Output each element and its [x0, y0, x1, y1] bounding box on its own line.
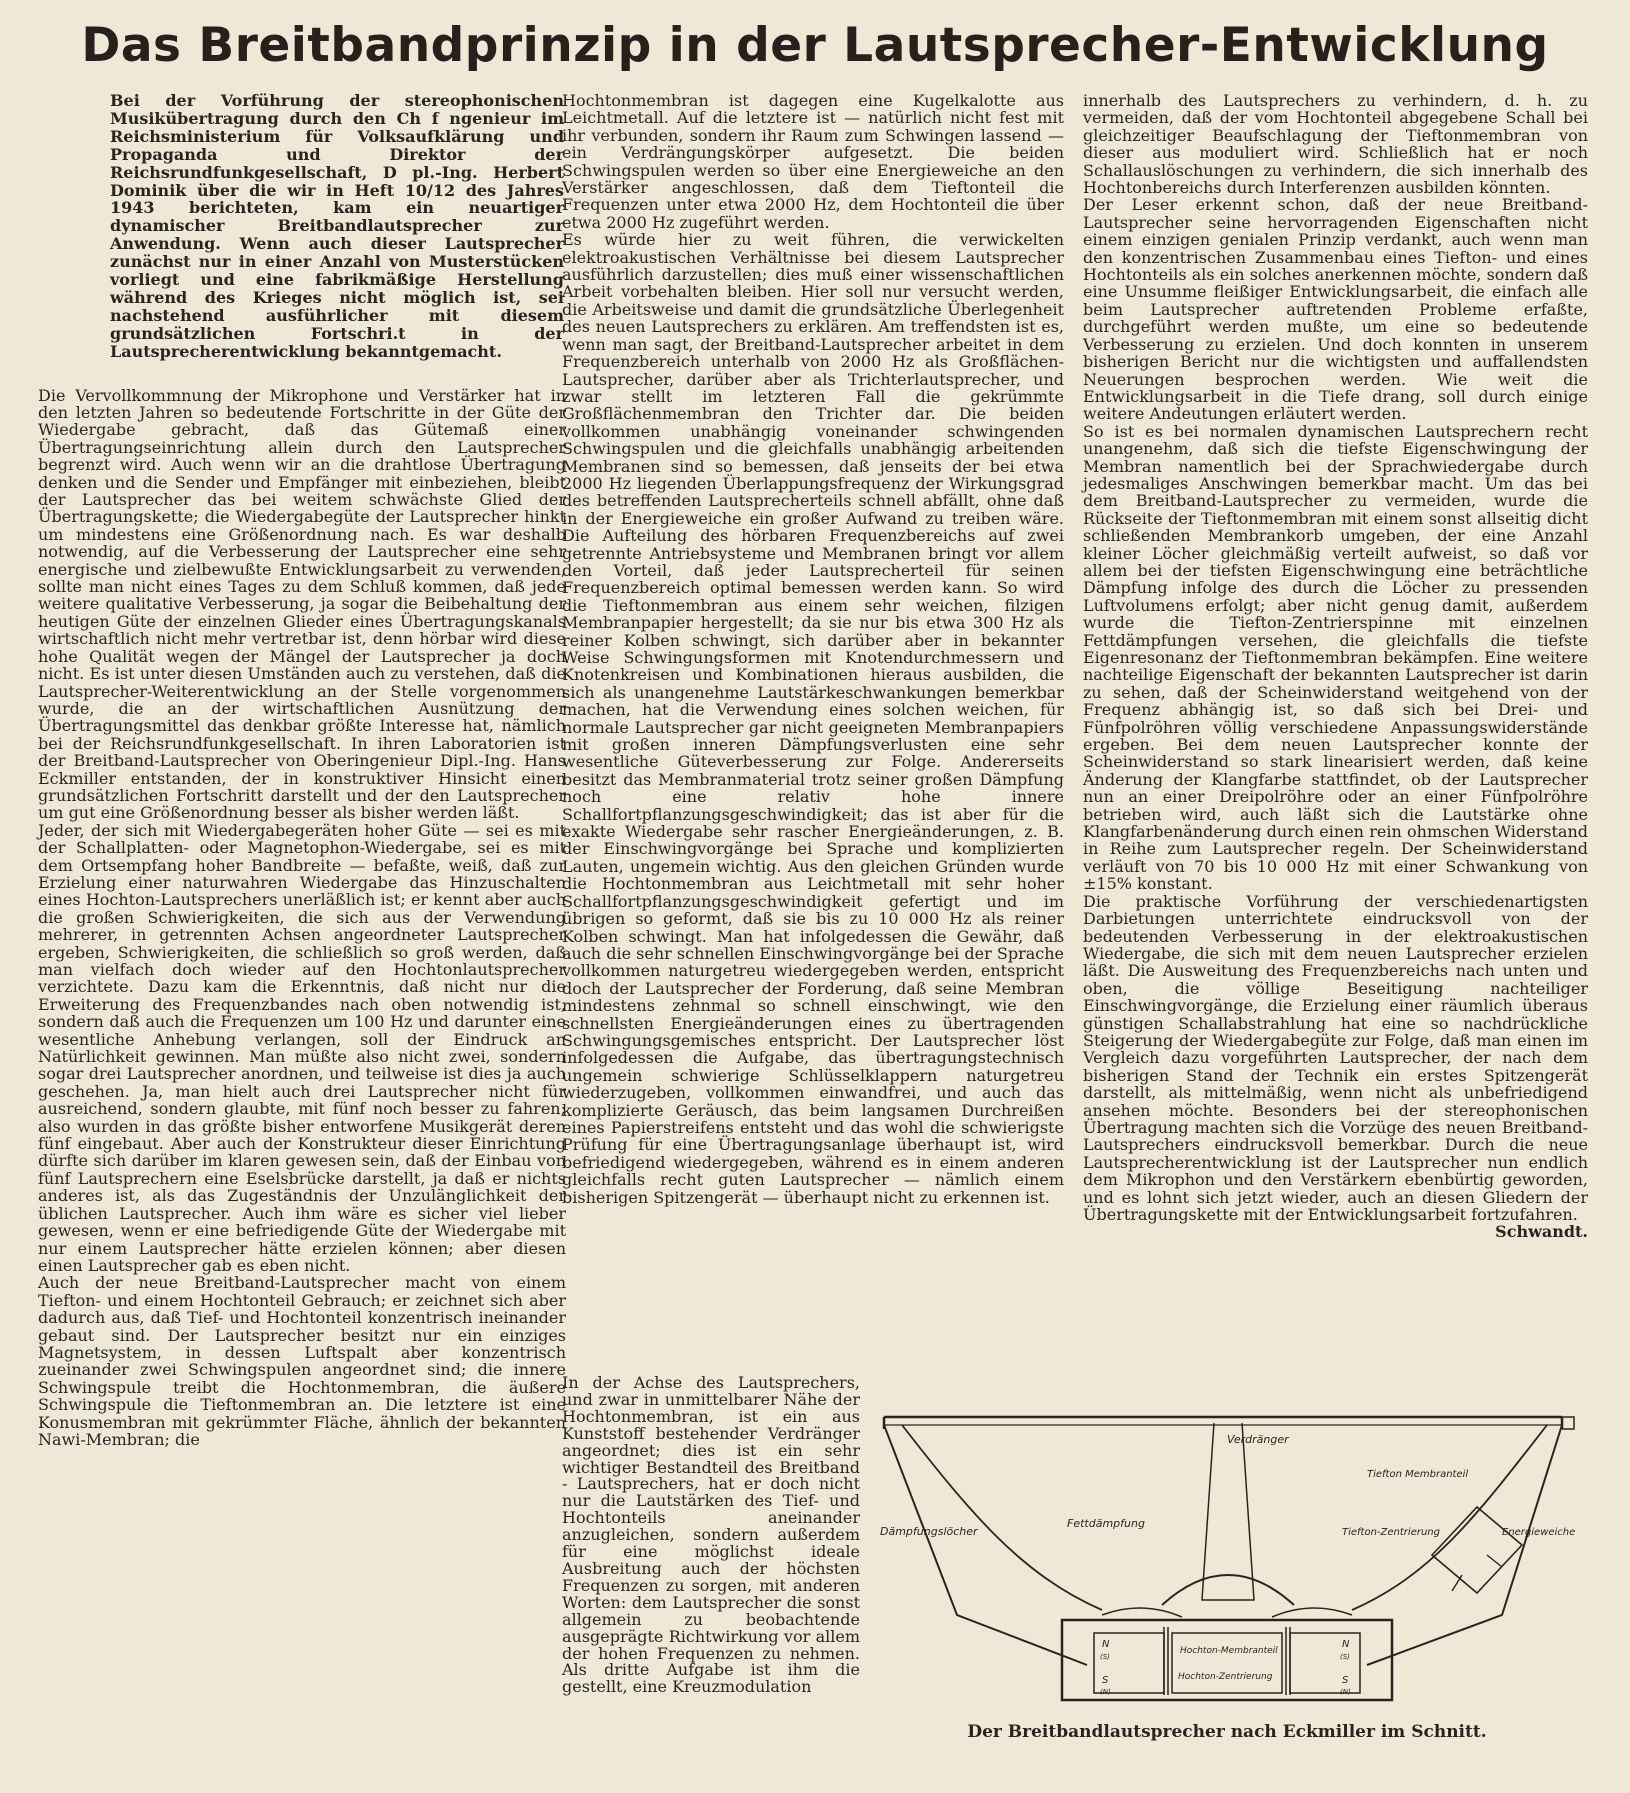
column-3 — [1083, 92, 1588, 1241]
label-s-left: S — [1102, 1675, 1109, 1686]
paragraph: Der Leser erkennt schon, daß der neue Breitband-Lautsprecher seine hervorragenden Eigenschaften nicht einem einzigen genialen Prinzip verdankt, auch wenn man den konzentrischen Zusammenbau eines Tiefton- und eines Hochtonteils als ein solches anerkennen möchte, sondern daß eine Unsumme fleißiger Entwicklungsarbeit, die einfach alle beim Lautsprecher auftretenden Probleme erfaßte, durchgeführt werden mußte, um eine so bedeutende Verbesserung zu erzielen. Und doch konnten in unserem bisherigen Bericht nur die wichtigsten und auffallendsten Neuerungen besprochen werden. Wie weit die Entwicklungsarbeit in die Tiefe drang, soll durch einige weitere Andeutungen erläutert werden. — [1083, 195, 1588, 424]
author-signature: Schwandt. — [1495, 1222, 1588, 1242]
paragraph: Die praktische Vorführung der verschiedenartigsten Darbietungen unterrichtete eindrucksvoll von der bedeutenden Verbesserung in der elektroakustischen Wiedergabe, die sich mit dem neuen Lautsprecher erzielen läßt. Die Ausweitung des Frequenzbereichs nach unten und oben, die völlige Beseitigung nachteiliger Einschwingvorgänge, die Erzielung einer räumlich überaus günstigen Schallabstrahlung hat eine so nachdrückliche Steigerung der Wiedergabegüte zur Folge, daß man einen im Vergleich dazu vorgeführten Lautsprecher, der nach dem bisherigen Stand der Technik ein erstes Spitzengerät darstellt, als mittelmäßig, wenn nicht als unbefriedigend ansehen möchte. Besonders bei der stereophonischen Übertragung machten sich die Vorzüge des neuen Breitband-Lautsprechers eindrucksvoll bemerkbar. Durch die neue Lautsprecherentwicklung ist der Lautsprecher nun endlich dem Mikrophon und den Verstärkern ebenbürtig geworden, und es lohnt sich jetzt wieder, auch an diesen Gliedern der Übertragungskette mit der Entwicklungsarbeit fortzufahren. — [1083, 891, 1588, 1224]
intro-paragraph: Bei der Vorführung der stereophonischen Musikübertragung durch den Ch f ngenieur im Reichsministerium für Volksaufklärung und Propaganda und Direktor der Reichsrundfunkgesellschaft, D pl.-Ing. Herbert Dominik über die wir in Heft 10/12 des Jahres 1943 berichteten, kam ein neuartiger dynamischer Breitbandlautsprecher zur Anwendung. Wenn auch dieser Lautsprecher zunächst nur in einer Anzahl von Musterstücken vorliegt und eine fabrikmäßige Herstellung während des Krieges nicht möglich ist, sei nachstehend ausführlicher mit diesem grundsätzlichen Fortschri.t in der Lautsprecherentwicklung bekanntgemacht. — [110, 91, 564, 361]
column-2 — [562, 92, 1064, 1206]
loudspeaker-cross-section-figure — [862, 1395, 1592, 1707]
label-s-left-sub: (N) — [1100, 1688, 1111, 1696]
energieweiche-box — [1432, 1507, 1522, 1593]
label-n-right-sub: (S) — [1340, 1653, 1350, 1661]
paragraph: Hochtonmembran ist dagegen eine Kugelkalotte aus Leichtmetall. Auf die letztere ist — natürlich nicht fest mit ihr verbunden, sondern ihr Raum zum Schwingen lassend — ein Verdrängungskörper aufgesetzt. Die beiden Schwingspulen werden so über eine Energieweiche an den Verstärker angeschlossen, daß dem Tieftonteil die Frequenzen unter etwa 2000 Hz, dem Hochtonteil die über etwa 2000 Hz zugeführt werden. — [562, 91, 1064, 232]
label-verdraenger: Verdränger — [1227, 1433, 1289, 1446]
basket-right — [1367, 1425, 1562, 1665]
zentrierspinne — [1102, 1608, 1352, 1617]
label-n-left-sub: (S) — [1100, 1653, 1110, 1661]
basket-left — [884, 1425, 1087, 1665]
paragraph: Jeder, der sich mit Wiedergabegeräten hoher Güte — sei es mit der Schallplatten- oder Magnetophon-Wiedergabe, sei es mit dem Ortsempfang hoher Bandbreite — befaßte, weiß, daß zur Erzielung einer naturwahren Wiedergabe das Hinzuschalten eines Hochton-Lautsprechers unerläßlich ist; er kennt aber auch die großen Schwierigkeiten, die sich aus der Verwendung mehrerer, in getrennten Achsen angeordneter Lautsprecher ergeben, Schwierigkeiten, die schließlich so groß werden, daß man vielfach doch wieder auf den Hochtonlautsprecher verzichtete. Dazu kam die Erkenntnis, daß nicht nur die Erweiterung des Frequenzbandes nach oben notwendig ist, sondern daß auch die Frequenzen um 100 Hz und darunter eine wesentliche Anhebung verlangen, soll der Eindruck an Natürlichkeit gewinnen. Man müßte also nicht zwei, sondern sogar drei Lautsprecher anordnen, und teilweise ist dies ja auch geschehen. Ja, man hielt auch drei Lautsprecher nicht für ausreichend, sondern glaubte, mit fünf noch besser zu fahren; also wurden in das größte bisher entworfene Musikgerät deren fünf eingebaut. Aber auch der Konstrukteur dieser Einrichtung dürfte sich darüber im klaren gewesen sein, daß der Einbau von fünf Lautsprechern eine Eselsbrücke darstellt, ja daß er nichts anderes ist, als das Zugeständnis der Unzulänglichkeit der üblichen Lautsprecher. Auch ihm wäre es sicher viel lieber gewesen, wenn er eine befriedigende Güte der Wiedergabe mit nur einem Lautsprecher hätte erzielen können; aber diesen einen Lautsprecher gab es eben nicht. — [38, 820, 566, 1275]
paragraph: Auch der neue Breitband-Lautsprecher macht von einem Tiefton- und einem Hochtonteil Gebrauch; er zeichnet sich aber dadurch aus, daß Tief- und Hochtonteil konzentrisch ineinander gebaut sind. Der Lautsprecher besitzt nur ein einziges Magnetsystem, in dessen Luftspalt aber konzentrisch zueinander zwei Schwingspulen angeordnet sind; die innere Schwingspule treibt die Hochtonmembran, die äußere Schwingspule die Tieftonmembran an. Die letztere ist eine Konusmembran mit gekrümmter Fläche, ähnlich der bekannten Nawi-Membran; die — [38, 1273, 566, 1449]
column-2-lower — [562, 1375, 860, 1696]
loudspeaker-diagram — [862, 1395, 1592, 1707]
figure-caption: Der Breitbandlautsprecher nach Eckmiller im Schnitt. — [967, 1722, 1487, 1742]
column-1 — [38, 92, 566, 1448]
label-s-right-sub: (N) — [1340, 1688, 1351, 1696]
paragraph: So ist es bei normalen dynamischen Lautsprechern recht unangenehm, daß sich die tiefste Eigenschwingung der Membran namentlich bei der Sprachwiedergabe durch jedesmaliges Anschwingen bemerkbar macht. Um das bei dem Breitband-Lautsprecher zu vermeiden, wurde die Rückseite der Tieftonmembran mit einem sonst allseitig dicht schließenden Membrankorb umgeben, der eine Anzahl kleiner Löcher gleichmäßig verteilt aufweist, so daß vor allem bei der tiefsten Eigenschwingung eine beträchtliche Dämpfung infolge des durch die Löcher zu pressenden Luftvolumens erfolgt; aber nicht genug damit, außerdem wurde die Tiefton-Zentrierspinne mit einzelnen Fettdämpfungen versehen, die gleichfalls die tiefste Eigenresonanz der Tieftonmembran bekämpfen. Eine weitere nachteilige Eigenschaft der bekannten Lautsprecher ist darin zu sehen, daß der Scheinwiderstand weitgehend von der Frequenz abhängig ist, so daß sich bei Drei- und Fünfpolröhren völlig verschiedene Anpassungswiderstände ergeben. Bei dem neuen Lautsprecher konnte der Scheinwiderstand so stark linearisiert werden, daß keine Änderung der Klangfarbe stattfindet, ob der Lautsprecher nun an einer Dreipolröhre oder an einer Fünfpolröhre betrieben wird, auch läßt sich die Lautstärke ohne Klangfarbenänderung durch einen rein ohmschen Widerstand in Reihe zum Lautsprecher regeln. Der Scheinwiderstand verläuft von 70 bis 10 000 Hz mit einer Schwankung von ±15% konstant. — [1083, 421, 1588, 894]
paragraph: innerhalb des Lautsprechers zu verhindern, d. h. zu vermeiden, daß der vom Hochtonteil abgegebene Schall bei gleichzeitiger Beaufschlagung der Tieftonmembran von dieser aus moduliert wird. Schließlich hat er noch Schallauslöschungen zu verhindern, die sich innerhalb des Hochtonbereichs durch Interferenzen ausbilden könnten. — [1083, 91, 1588, 198]
verdraenger-body — [1202, 1423, 1254, 1600]
label-hochton-membranteil: Hochton-Membranteil — [1180, 1646, 1278, 1656]
label-hochton-zentrierung: Hochton-Zentrierung — [1178, 1672, 1273, 1682]
label-n-left: N — [1102, 1639, 1110, 1650]
paragraph: Es würde hier zu weit führen, die verwickelten elektroakustischen Verhältnisse bei diesem Lautsprecher ausführlich darzustellen; dies muß einer wissenschaftlichen Arbeit vorbehalten bleiben. Hier soll nur versucht werden, die Arbeitsweise und damit die grundsätzliche Überlegenheit des neuen Lautsprechers zu erklären. Am treffendsten ist es, wenn man sagt, der Breitband-Lautsprecher arbeitet in dem Frequenzbereich unterhalb von 2000 Hz als Großflächen-Lautsprecher, darüber aber als Trichterlautsprecher, und zwar stellt im letzteren Fall die gekrümmte Großflächenmembran den Trichter dar. Die beiden vollkommen unabhängig voneinander schwingenden Schwingspulen und die gleichfalls unabhängig arbeitenden Membranen sind so bemessen, daß jenseits der bei etwa 2000 Hz liegenden Überlappungsfrequenz der Wirkungsgrad des betreffenden Lautsprecherteils schnell abfällt, ohne daß in der Energieweiche ein großer Aufwand zu treiben wäre. Die Aufteilung des hörbaren Frequenzbereichs auf zwei getrennte Antriebsysteme und Membranen bringt vor allem den Vorteil, daß jeder Lautsprecherteil für seinen Frequenzbereich optimal bemessen werden kann. So wird die Tieftonmembran aus einem sehr weichen, filzigen Membranpapier hergestellt; da sie nur bis etwa 300 Hz als reiner Kolben schwingt, sich darüber aber in bekannter Weise Schwingungsformen mit Knotendurchmessern und Knotenkreisen und Kombinationen hieraus ausbilden, die sich als unangenehme Lautstärkeschwankungen bemerkbar machen, hat die Verwendung eines solchen weichen, für normale Lautsprecher gar nicht geeigneten Membranpapiers mit großen inneren Dämpfungsverlusten eine sehr wesentliche Güteverbesserung zur Folge. Andererseits besitzt das Membranmaterial trotz seiner großen Dämpfung noch eine relativ hohe innere Schallfortpflanzungsgeschwindigkeit; das ist aber für die exakte Wiedergabe sehr rascher Energieänderungen, z. B. der Einschwingvorgänge bei Sprache und komplizierten Lauten, ungemein wichtig. Aus den gleichen Gründen wurde die Hochtonmembran aus Leichtmetall mit sehr hoher Schallfortpflanzungsgeschwindigkeit gefertigt und im übrigen so geformt, daß sie bis zu 10 000 Hz als reiner Kolben schwingt. Man hat infolgedessen die Gewähr, daß auch die sehr schnellen Einschwingvorgänge bei der Sprache vollkommen naturgetreu wiedergegeben werden, entspricht doch der Lautsprecher der Forderung, daß seine Membran mindestens zehnmal so schnell einschwingt, wie den schnellsten Energieänderungen eines zu übertragenden Schwingungsgemisches entspricht. Der Lautsprecher löst infolgedessen die Aufgabe, das übertragungstechnisch ungemein schwierige Schlüsselklappern naturgetreu wiederzugeben, vollkommen einwandfrei, und auch das komplizierte Geräusch, das beim langsamen Durchreißen eines Papierstreifens entsteht und das wohl die schwierigste Prüfung für eine Übertragungsanlage überhaupt ist, wird befriedigend wiedergegeben, während es in einem anderen gleichfalls recht guten Lautsprecher — nämlich einem bisherigen Spitzengerät — überhaupt nicht zu erkennen ist. — [562, 230, 1064, 1207]
tiefton-membrane-right — [1352, 1425, 1547, 1610]
paragraph: In der Achse des Lautsprechers, und zwar in unmittelbarer Nähe der Hochtonmembran, ist ein aus Kunststoff bestehender Verdränger angeordnet; dies ist ein sehr wichtiger Bestandteil des Breitband - Lautsprechers, hat er doch nicht nur die Lautstärken des Tief- und Hochtonteils aneinander anzugleichen, sondern außerdem für eine möglichst ideale Ausbreitung auch der höchsten Frequenzen zu sorgen, mit anderen Worten: dem Lautsprecher die sonst allgemein zu beobachtende ausgeprägte Richtwirkung vor allem der hohen Frequenzen zu nehmen. Als dritte Aufgabe ist ihm die gestellt, eine Kreuzmodulation — [562, 1373, 860, 1697]
label-tiefton-membranteil: Tiefton Membranteil — [1367, 1469, 1469, 1480]
label-tiefton-zentrierung: Tiefton-Zentrierung — [1342, 1527, 1440, 1538]
label-daempfungsloecher: Dämpfungslöcher — [880, 1525, 978, 1538]
article-title: Das Breitbandprinzip in der Lautsprecher-Entwicklung — [81, 18, 1549, 73]
label-s-right: S — [1342, 1675, 1349, 1686]
label-fettdaempfung: Fettdämpfung — [1067, 1517, 1145, 1530]
label-n-right: N — [1342, 1639, 1350, 1650]
label-energieweiche: Energieweiche — [1502, 1527, 1576, 1538]
paragraph: Die Vervollkommnung der Mikrophone und Verstärker hat in den letzten Jahren so bedeutende Fortschritte in der Güte der Wiedergabe gebracht, daß das Gütemaß einer Übertragungseinrichtung allein durch den Lautsprecher begrenzt wird. Auch wenn wir an die drahtlose Übertragung denken und die Sender und Empfänger mit einbeziehen, bleibt der Lautsprecher das bei weitem schwächste Glied der Übertragungskette; die Wiedergabegüte der Lautsprecher hinkt um mindestens eine Größenordnung nach. Es war deshalb notwendig, auf die Verbesserung der Lautsprecher eine sehr energische und zielbewußte Entwicklungsarbeit zu verwenden, sollte man nicht eines Tages zu dem Schluß kommen, daß jede weitere qualitative Verbesserung, ja sogar die Beibehaltung der heutigen Güte der einzelnen Glieder eines Übertragungskanals wirtschaftlich nicht mehr vertretbar ist, denn hörbar wird diese hohe Qualität wegen der Mängel der Lautsprecher ja doch nicht. Es ist unter diesen Umständen auch zu verstehen, daß die Lautsprecher-Weiterentwicklung an der Stelle vorgenommen wurde, die an der wirtschaftlichen Ausnützung der Übertragungsmittel das denkbar größte Interesse hat, nämlich bei der Reichsrundfunkgesellschaft. In ihren Laboratorien ist der Breitband-Lautsprecher von Oberingenieur Dipl.-Ing. Hans Eckmiller entstanden, der in konstruktiver Hinsicht einen grundsätzlichen Fortschritt darstellt und der den Lautsprecher um gut eine Größenordnung besser als bisher werden läßt. — [38, 385, 566, 823]
